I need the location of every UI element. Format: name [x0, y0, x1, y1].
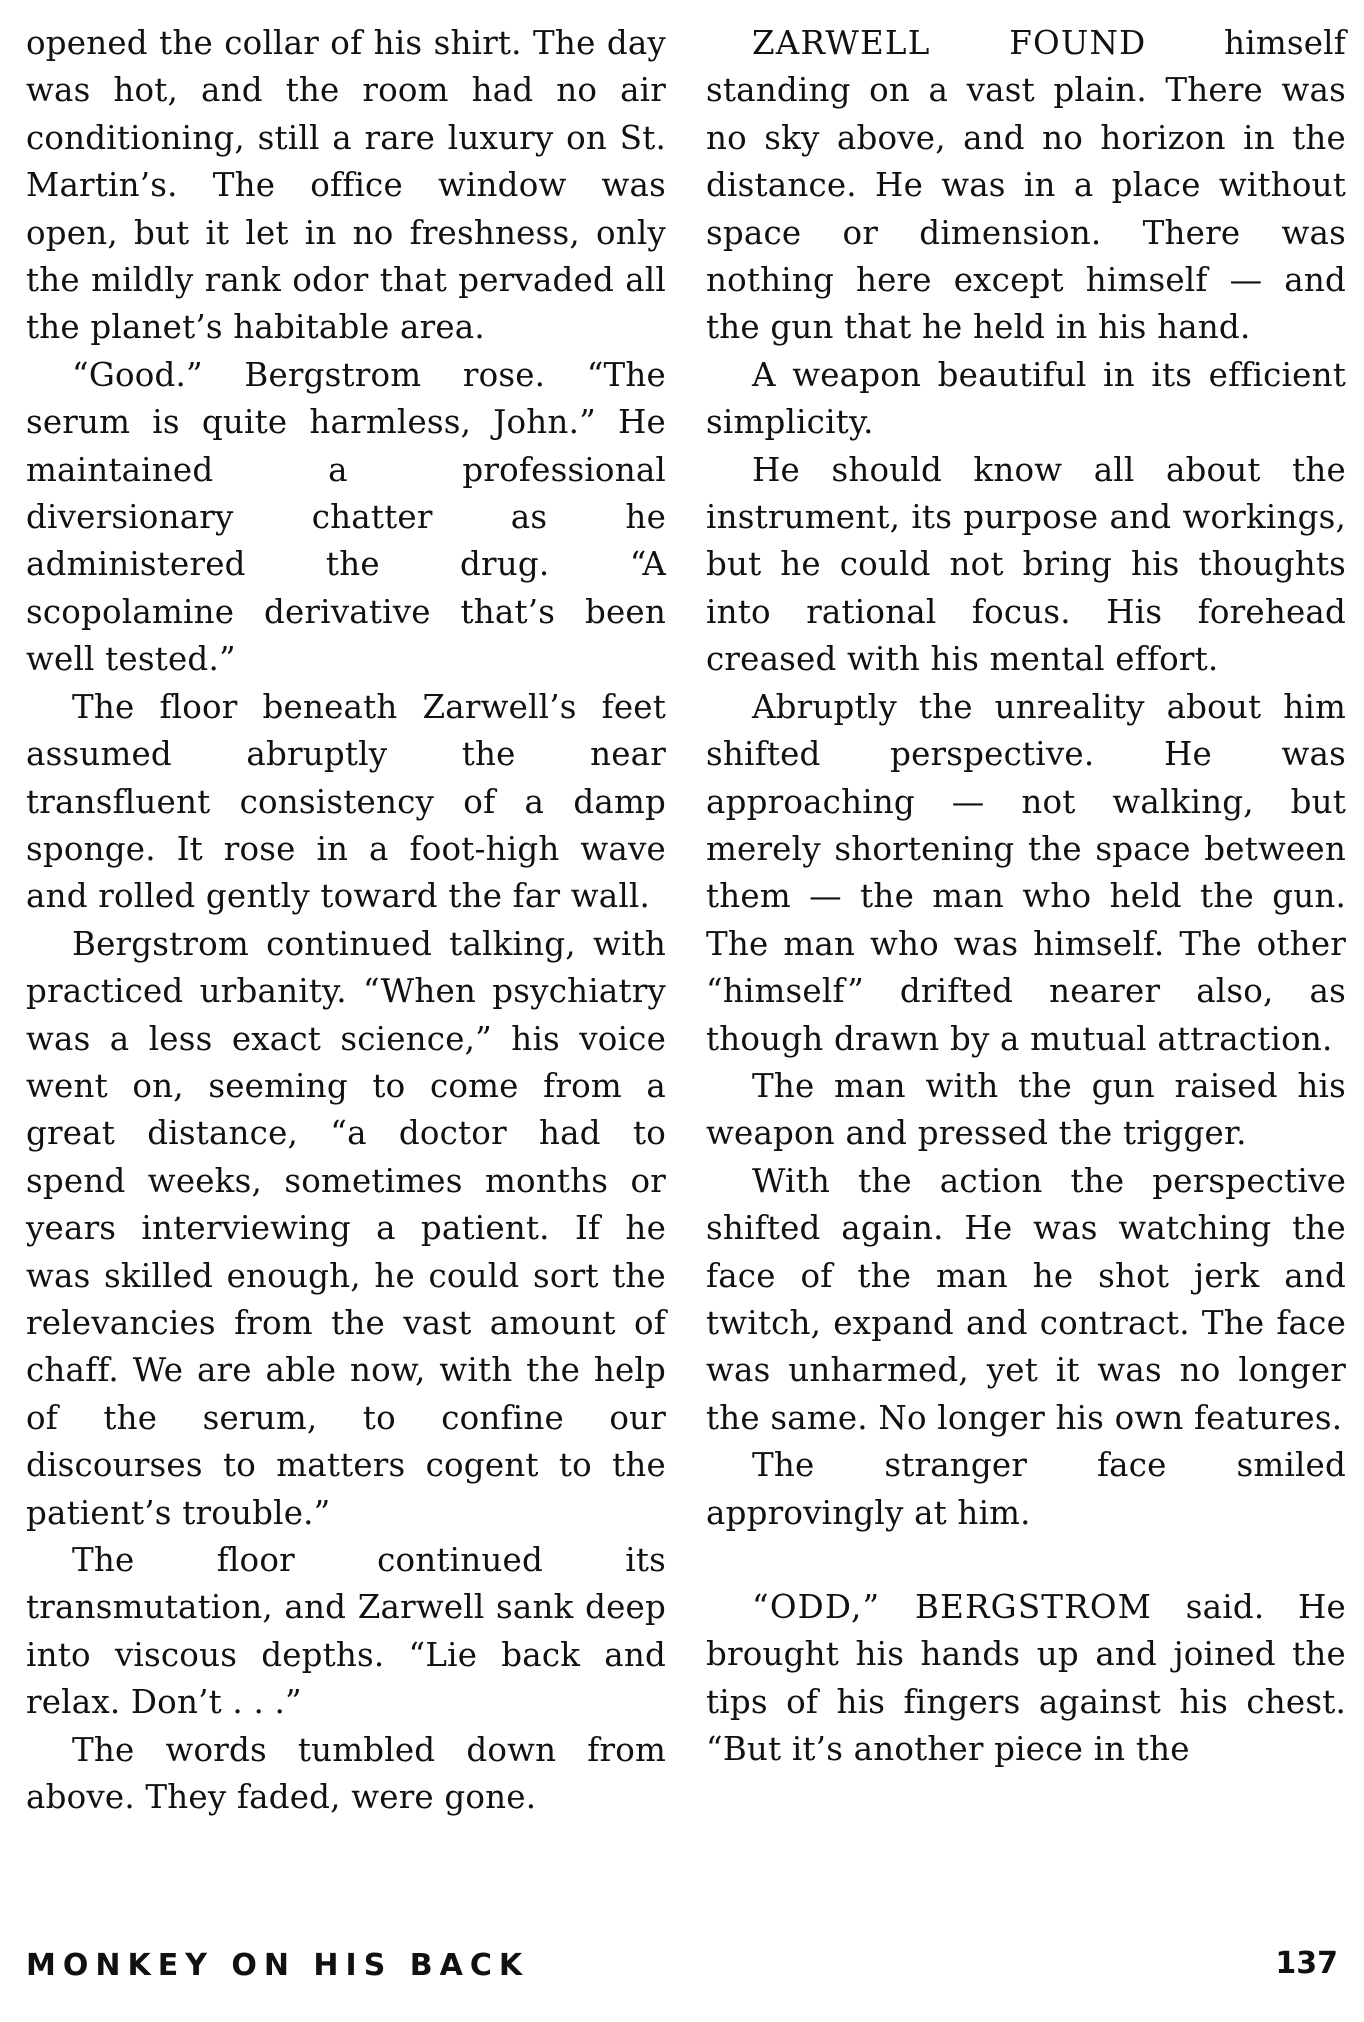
- paragraph: The words tumbled down from above. They faded, were gone.: [26, 1730, 666, 1817]
- section-opening-paragraph: [706, 20, 1346, 352]
- paragraph: The floor beneath Zarwell’s feet assumed abruptly the near transfluent consistency of a damp sponge. It rose in a foot-high wave and rolled gently toward the far wall.: [26, 687, 666, 916]
- paragraph: “Good.” Bergstrom rose. “The serum is quite harmless, John.” He maintained a professional diversionary chatter as he administered the drug. “A scopolamine derivative that’s been well tested.”: [26, 355, 666, 679]
- section-text: himself standing on a vast plain. There was no sky above, and no horizon in the distance. He was in a place without space or dimension. There was nothing here except himself — and the gun that he held in his hand.: [706, 24, 1346, 347]
- running-title: MONKEY ON HIS BACK: [26, 1948, 530, 1983]
- section-opening-paragraph: [706, 1584, 1346, 1774]
- section-lead-in: “ODD,” BERGSTROM: [752, 1588, 1153, 1626]
- page-number: 137: [1275, 1946, 1338, 1981]
- paragraph: The stranger face smiled approvingly at him.: [706, 1446, 1346, 1532]
- paragraph: A weapon beautiful in its efficient simplicity.: [706, 355, 1346, 442]
- paragraph: The floor continued its transmutation, and Zarwell sank deep into viscous depths. “Lie back and relax. Don’t . . .”: [26, 1541, 666, 1722]
- paragraph: opened the collar of his shirt. The day was hot, and the room had no air conditioning, still a rare luxury on St. Martin’s. The office window was open, but it let in no freshness, only the mildly rank odor that pervaded all the planet’s habitable area.: [26, 24, 666, 347]
- paragraph: The man with the gun raised his weapon and pressed the trigger.: [706, 1066, 1346, 1153]
- left-column: [26, 20, 666, 1821]
- paragraph: Bergstrom continued talking, with practiced urbanity. “When psychiatry was a less exact science,” his voice went on, seeming to come from a great distance, “a doctor had to spend weeks, sometimes months or years interviewing a patient. If he was skilled enough, he could sort the relevancies from the vast amount of chaff. We are able now, with the help of the serum, to confine our discourses to matters cogent to the patient’s trouble.”: [26, 924, 666, 1532]
- paragraph: He should know all about the instrument, its purpose and workings, but he could not bring his thoughts into rational focus. His forehead creased with his mental effort.: [706, 450, 1346, 679]
- section-lead-in: ZARWELL FOUND: [752, 24, 1147, 62]
- section-text: said. He brought his hands up and joined the tips of his fingers against his chest. “But it’s another piece in the: [706, 1588, 1346, 1769]
- paragraph: Abruptly the unreality about him shifted perspective. He was approaching — not walking, but merely shortening the space between them — the man who held the gun. The man who was himself. The other “himself” drifted nearer also, as though drawn by a mutual attraction.: [706, 687, 1346, 1058]
- right-column: [706, 20, 1346, 1774]
- paragraph: With the action the perspective shifted again. He was watching the face of the man he shot jerk and twitch, expand and contract. The face was unharmed, yet it was no longer the same. No longer his own features.: [706, 1161, 1346, 1437]
